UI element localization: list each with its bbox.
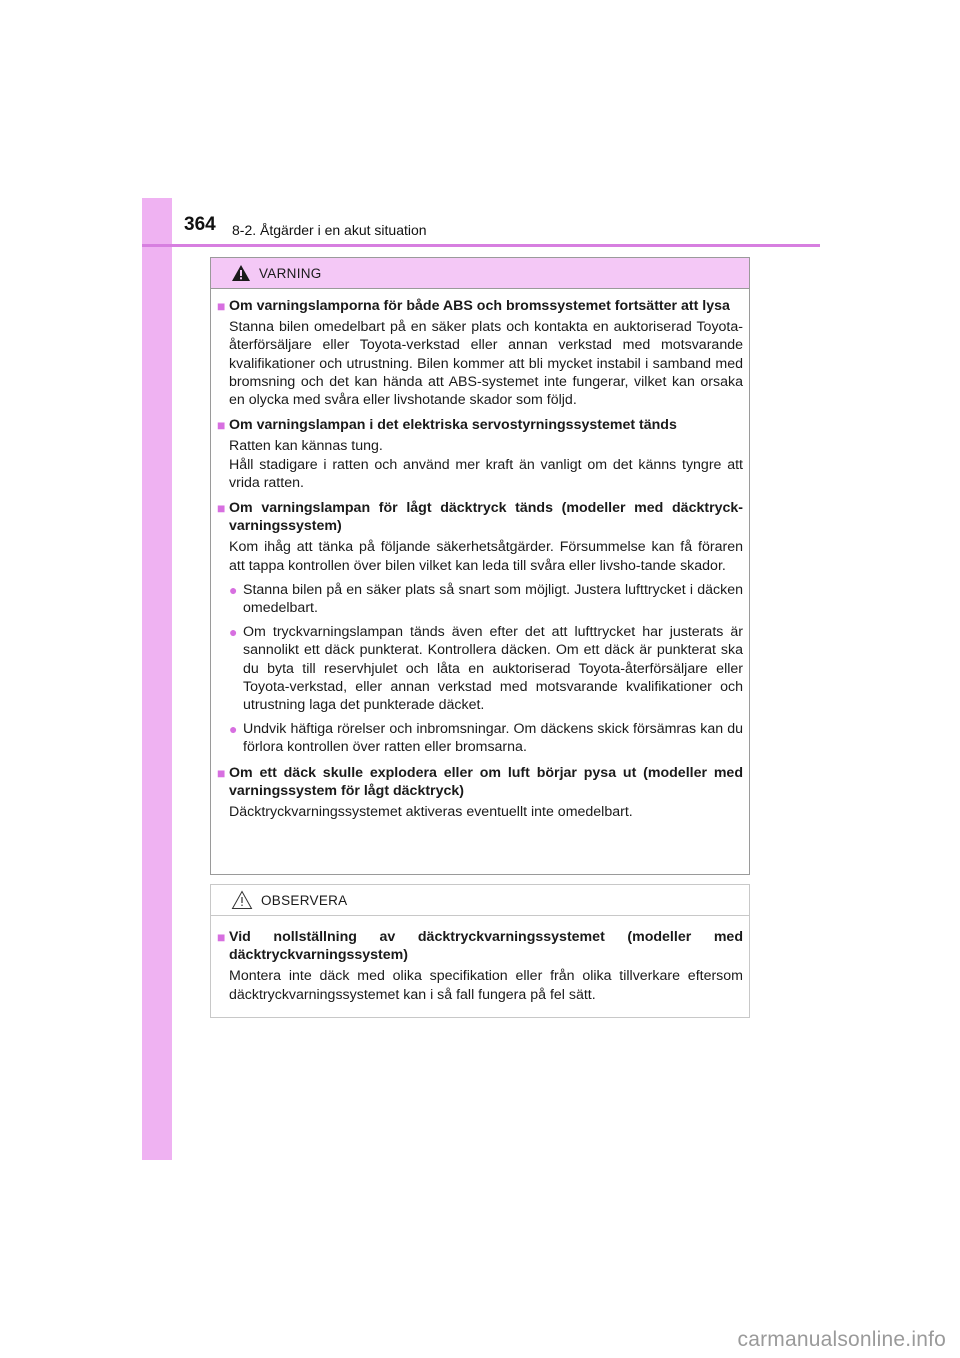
warning-box-header [211,258,749,289]
item-text: Däcktryckvarningssystemet aktiveras eventuellt inte omedelbart. [229,804,633,821]
round-bullet-icon: ● [229,581,238,598]
square-bullet-icon: ■ [217,764,226,781]
item-heading: Om varningslampan i det elektriska servostyrningssystemet tänds [229,417,677,434]
notice-title: OBSERVERA [261,892,348,908]
square-bullet-icon: ■ [217,929,226,945]
square-bullet-icon: ■ [217,417,226,434]
list-item: ● Stanna bilen på en säker plats så snart som möjligt. Justera lufttrycket i däcken omedelbart. [229,581,743,617]
round-bullet-icon: ● [229,624,238,641]
warning-title: VARNING [259,265,322,281]
warning-item [217,297,743,409]
list-item: ● Om tryckvarningslampan tänds även efter det att lufttrycket har justerats är sannolikt ett däck punkterat. Kontrollera däcken. Om ett däck är punkterat ska du byta till reservhjulet och låta en auktoriserad Toyota-återförsäljare eller Toyota-verkstad, eller annan verkstad med motsvarande kvalifikationer och utrustning laga det punkterade däcket. [229,624,743,714]
warning-item [217,416,743,492]
warning-triangle-outline-icon [231,890,253,910]
item-heading: Om varningslampan för lågt däcktryck tänds (modeller med däcktryck-varningssystem) [229,500,743,535]
item-text: Håll stadigare i ratten och använd mer kraft än vanligt om det känns tyngre att vrida ratten. [229,456,743,491]
page-number: 364 [184,214,216,235]
square-bullet-icon: ■ [217,298,226,314]
item-text: Montera inte däck med olika specifikation eller från olika tillverkare eftersom däcktryckvarningssystemet kan i så fall fungera på fel sätt. [229,968,743,1003]
notice-item [217,928,743,1004]
warning-item [217,764,743,822]
header-rule [142,244,820,247]
notice-box [210,884,750,1018]
square-bullet-icon: ■ [217,500,226,517]
notice-box-header [211,885,749,916]
section-title: 8-2. Åtgärder i en akut situation [232,222,427,238]
list-item: ● Undvik häftiga rörelser och inbromsningar. Om däckens skick försämras kan du förlora kontrollen över ratten eller bromsarna. [229,721,743,756]
warning-item [217,499,743,757]
notice-body [211,916,749,1004]
item-heading: Vid nollställning av däcktryckvarningssystemet (modeller med däcktryckvarningssystem) [229,929,743,964]
warning-body [211,289,749,821]
item-text: Stanna bilen omedelbart på en säker plats och kontakta en auktoriserad Toyota-återförsäljare eller Toyota-verkstad eller annan verkstad med motsvarande kvalifikationer och utrustning. Bilen kommer att bli mycket instabil i samband med bromsning och det kan hända att ABS-systemet inte fungerar, vilket kan orsaka en olycka med svåra eller livshotande skador som följd. [229,319,743,409]
warning-box [210,257,750,875]
item-heading: Om ett däck skulle explodera eller om luft börjar pysa ut (modeller med varningssystem för lågt däcktryck) [229,764,743,799]
item-text: Kom ihåg att tänka på följande säkerhetsåtgärder. Försummelse kan få föraren att tappa kontrollen över bilen vilket kan leda till svåra eller livsho-tande skador. [229,539,743,574]
item-text: Ratten kan kännas tung. [229,438,383,455]
round-bullet-icon: ● [229,721,238,738]
side-tab-strip [142,198,172,1160]
watermark: carmanualsonline.info [737,1328,946,1351]
warning-triangle-filled-icon [231,264,251,282]
item-heading: Om varningslamporna för både ABS och bromssystemet fortsätter att lysa [229,298,730,314]
